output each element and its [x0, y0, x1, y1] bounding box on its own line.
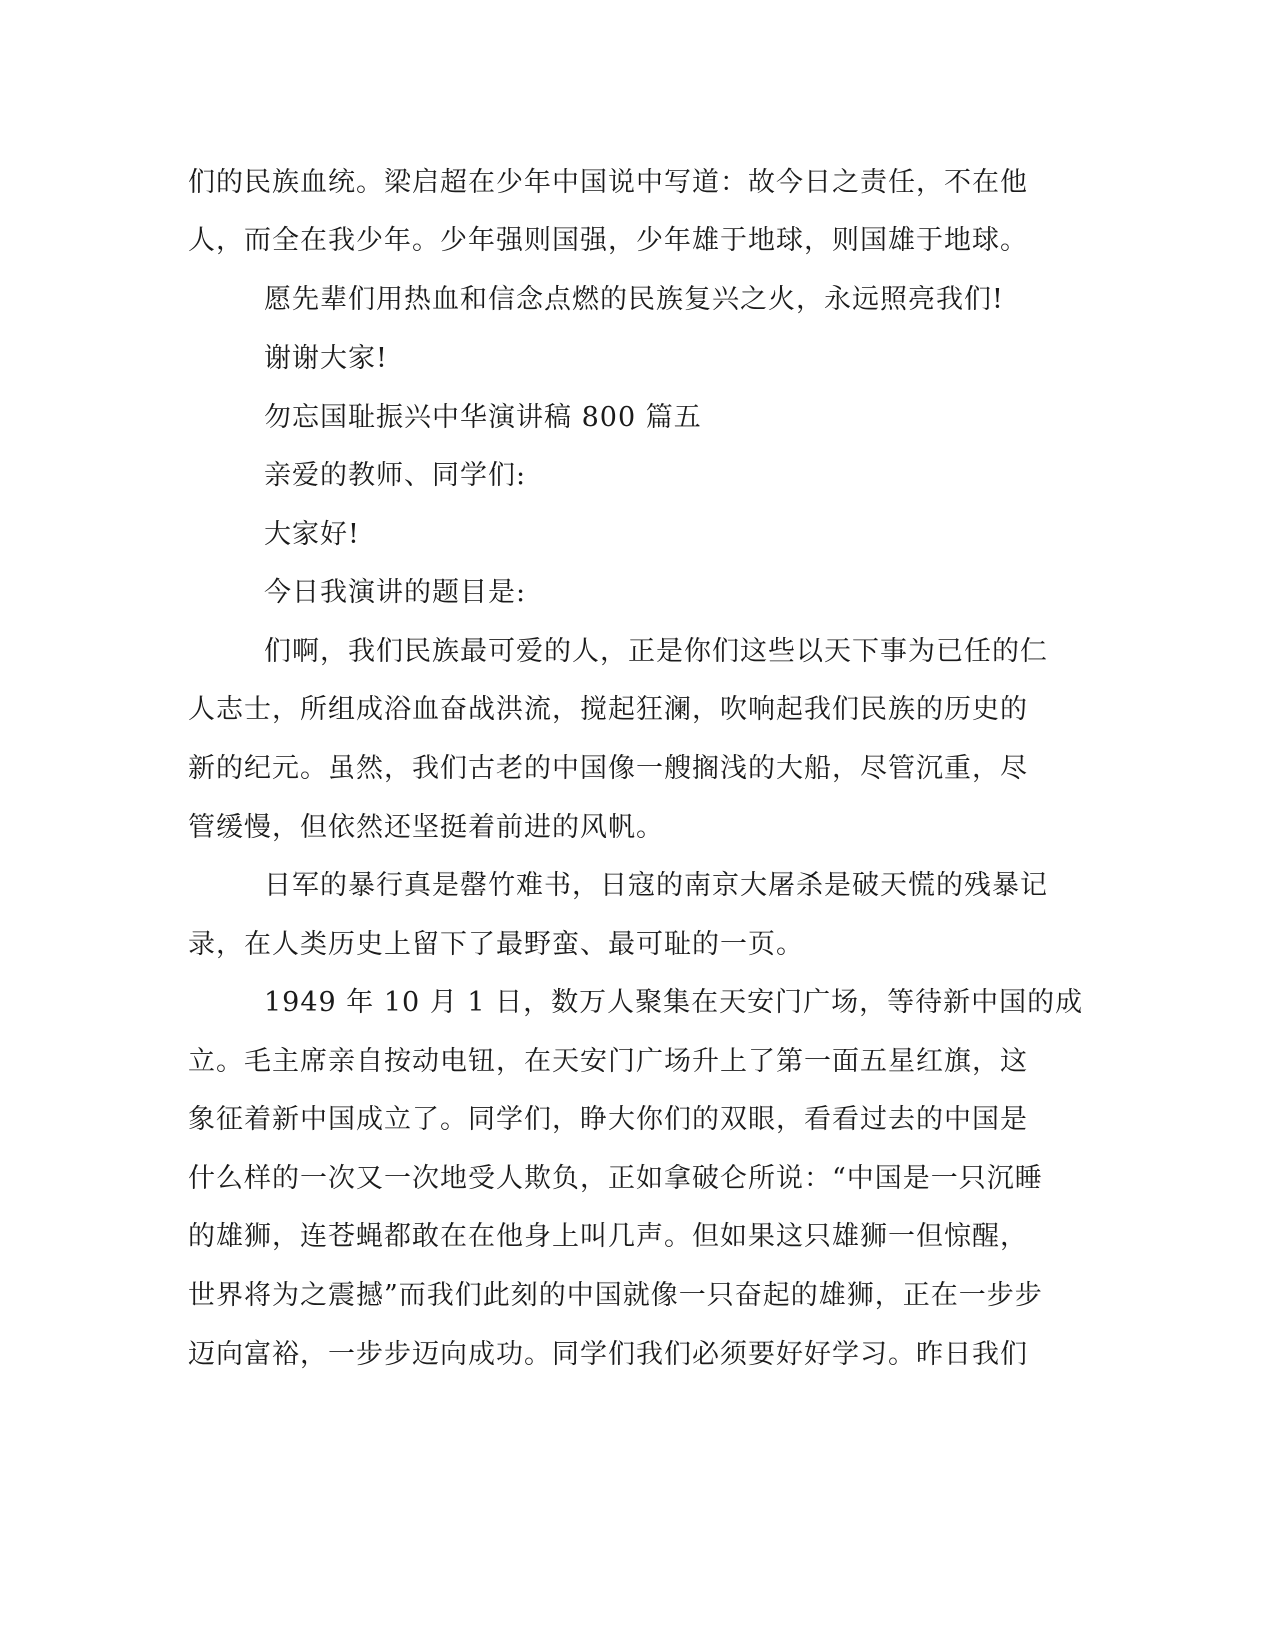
text-line: 人志士，所组成浴血奋战洪流，搅起狂澜，吹响起我们民族的历史的 [188, 694, 1028, 725]
text-line: 谢谢大家! [264, 343, 388, 374]
text-line: 什么样的一次又一次地受人欺负，正如拿破仑所说：“中国是一只沉睡 [188, 1163, 1043, 1194]
text-line: 迈向富裕，一步步迈向成功。同学们我们必须要好好学习。昨日我们 [188, 1339, 1028, 1370]
text-line: 日军的暴行真是罄竹难书，日寇的南京大屠杀是破天慌的残暴记 [264, 870, 1048, 901]
text-line: 今日我演讲的题目是: [264, 577, 527, 608]
text-line: 象征着新中国成立了。同学们，睁大你们的双眼，看看过去的中国是 [188, 1104, 1028, 1135]
text-line: 管缓慢，但依然还坚挺着前进的风帆。 [188, 812, 664, 843]
text-line: 亲爱的教师、同学们: [264, 460, 527, 491]
text-line: 们的民族血统。梁启超在少年中国说中写道：故今日之责任，不在他 [188, 167, 1028, 198]
text-line: 愿先辈们用热血和信念点燃的民族复兴之火，永远照亮我们! [264, 284, 1004, 315]
text-line: 录，在人类历史上留下了最野蛮、最可耻的一页。 [188, 929, 804, 960]
text-line: 们啊，我们民族最可爱的人，正是你们这些以天下事为已任的仁 [264, 636, 1048, 667]
section-heading: 勿忘国耻振兴中华演讲稿 800 篇五 [264, 402, 702, 433]
text-line: 人，而全在我少年。少年强则国强，少年雄于地球，则国雄于地球。 [188, 225, 1028, 256]
text-line: 的雄狮，连苍蝇都敢在在他身上叫几声。但如果这只雄狮一但惊醒， [188, 1221, 1028, 1252]
text-line: 1949 年 10 月 1 日，数万人聚集在天安门广场，等待新中国的成 [264, 987, 1084, 1018]
text-line: 世界将为之震撼”而我们此刻的中国就像一只奋起的雄狮，正在一步步 [188, 1280, 1043, 1311]
text-line: 新的纪元。虽然，我们古老的中国像一艘搁浅的大船，尽管沉重，尽 [188, 753, 1028, 784]
text-line: 立。毛主席亲自按动电钮，在天安门广场升上了第一面五星红旗，这 [188, 1046, 1028, 1077]
text-line: 大家好! [264, 519, 360, 550]
